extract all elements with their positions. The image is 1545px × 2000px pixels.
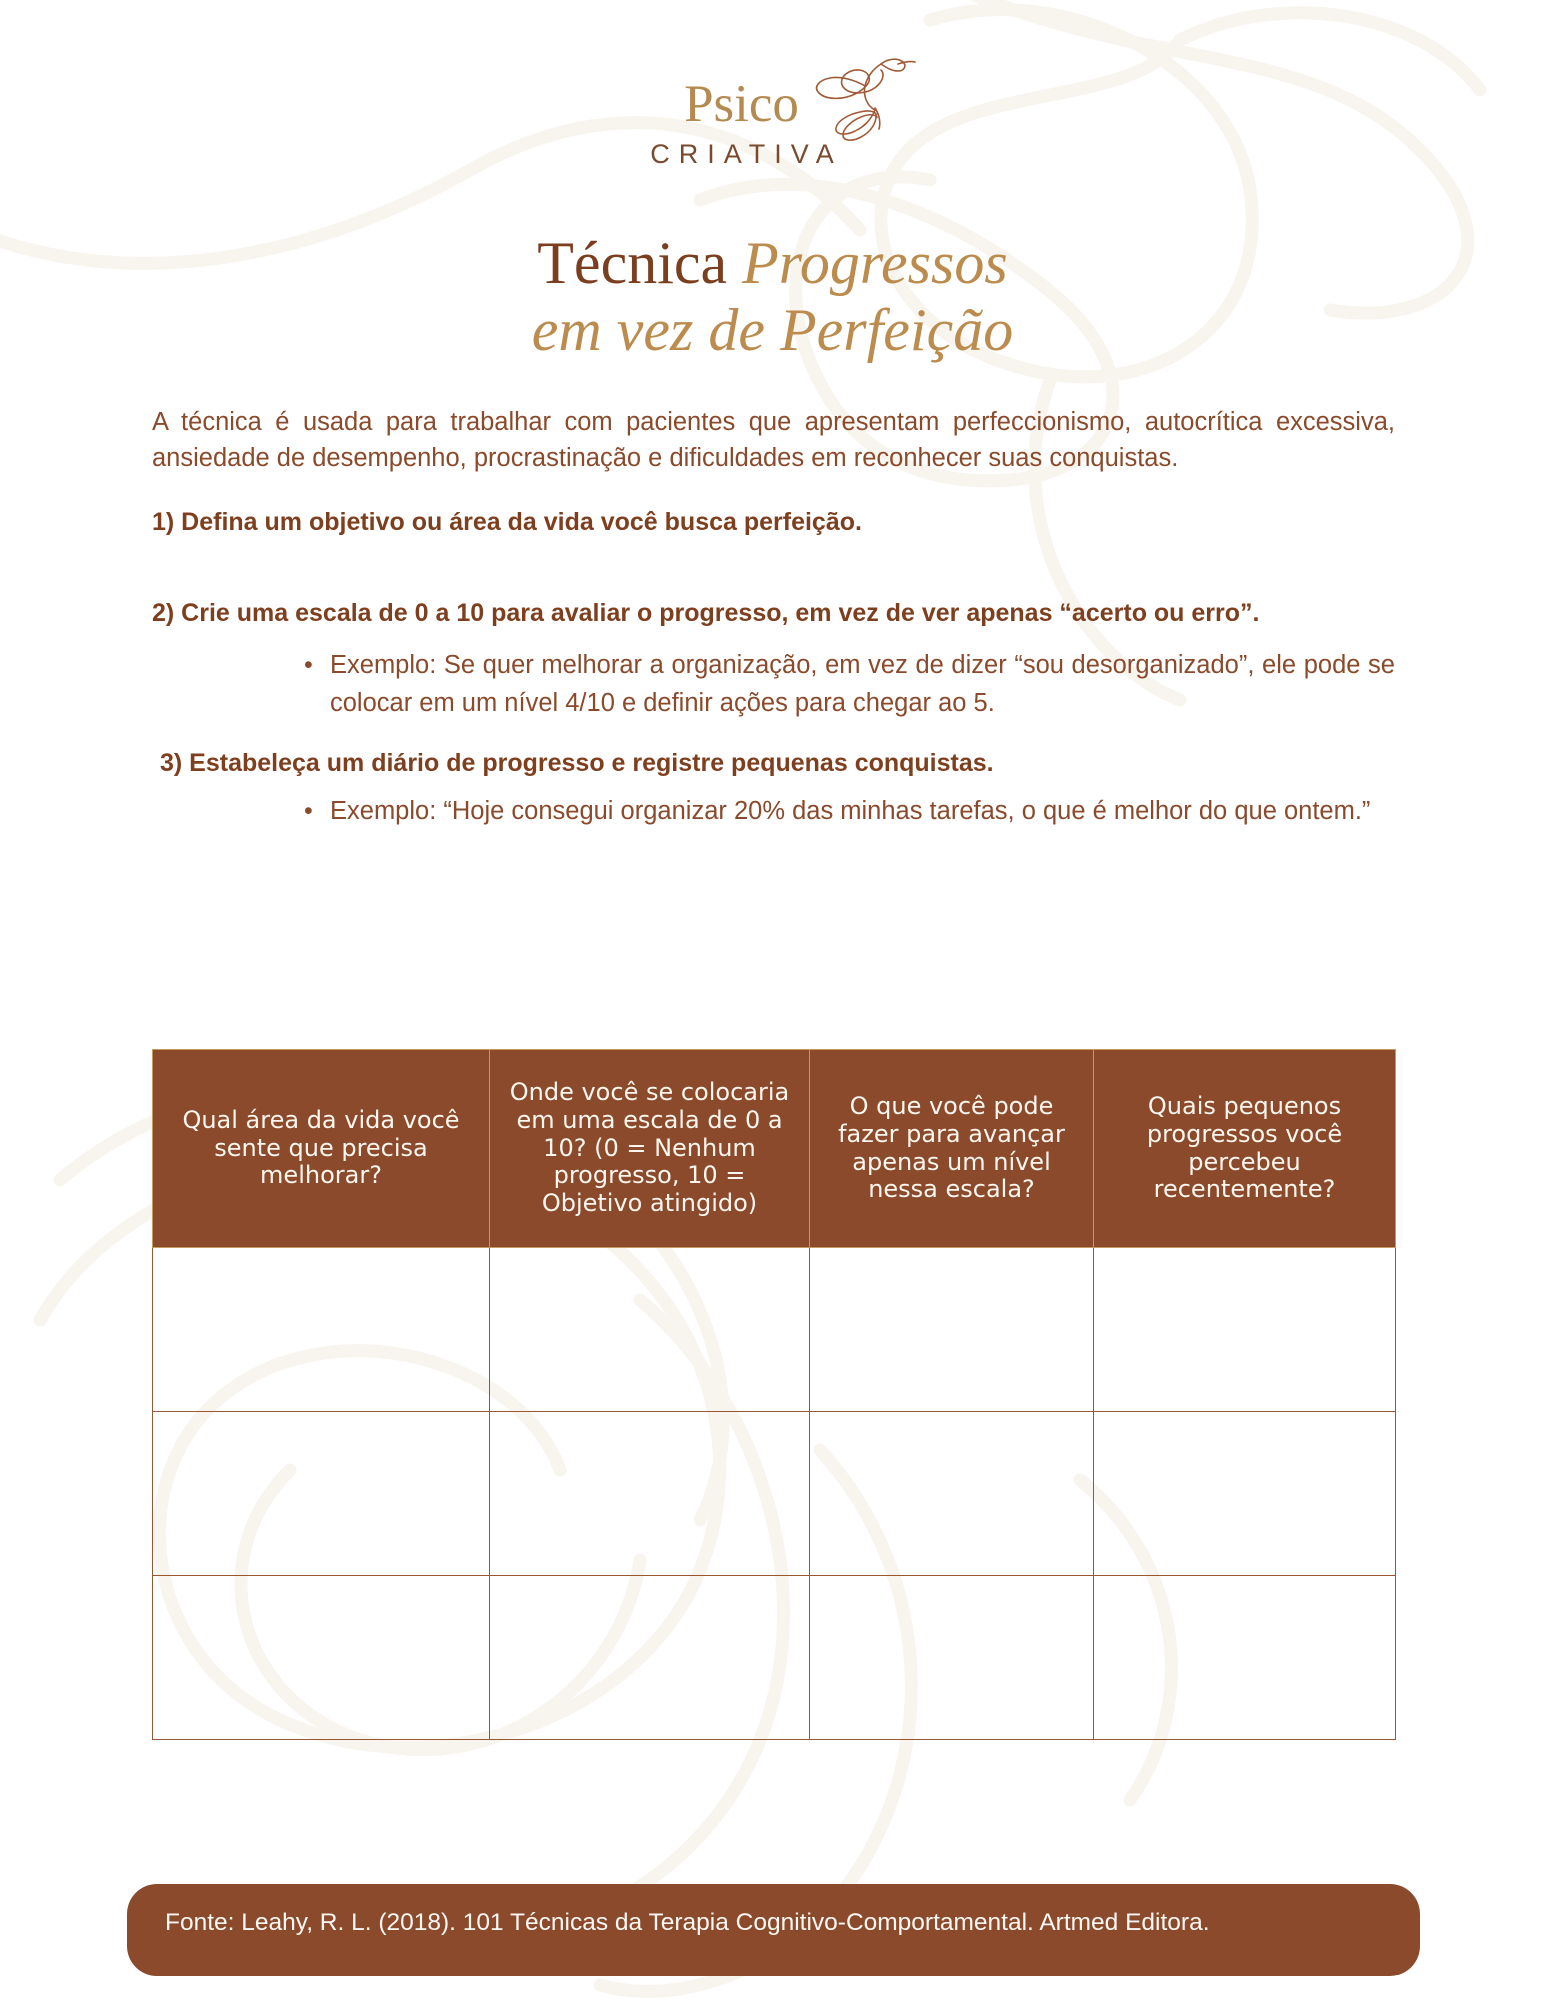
worksheet-table — [152, 1049, 1396, 1740]
brand-logo — [0, 75, 1545, 169]
table-header-progress: Quais pequenos progressos você percebeu recentemente? — [1094, 1050, 1396, 1248]
table-cell[interactable] — [490, 1576, 810, 1740]
table-cell[interactable] — [1094, 1248, 1396, 1412]
brand-subtitle: CRIATIVA — [650, 139, 843, 169]
step-1-heading: 1) Defina um objetivo ou área da vida você busca perfeição. — [152, 508, 862, 537]
step-3-heading: 3) Estabeleça um diário de progresso e registre pequenas conquistas. — [160, 748, 994, 777]
table-row — [153, 1576, 1396, 1740]
table-cell[interactable] — [490, 1412, 810, 1576]
table-cell[interactable] — [153, 1248, 490, 1412]
table-cell[interactable] — [1094, 1412, 1396, 1576]
title-line-2: em vez de Perfeição — [531, 297, 1014, 364]
step-2-bullet-text: Exemplo: Se quer melhorar a organização, em vez de dizer “sou desorganizado”, ele pode se colocar em um nível 4/10 e definir ações para chegar ao 5. — [330, 651, 1395, 718]
step-3-bullet-text: Exemplo: “Hoje consegui organizar 20% das minhas tarefas, o que é melhor do que ontem.” — [330, 797, 1371, 826]
table-header-area: Qual área da vida você sente que precisa melhorar? — [153, 1050, 490, 1248]
worksheet-content — [152, 404, 1395, 831]
step-3-bullet-list — [304, 793, 1395, 831]
bullet-point-icon: • — [304, 651, 313, 680]
table-cell[interactable] — [810, 1576, 1094, 1740]
intro-paragraph: A técnica é usada para trabalhar com pacientes que apresentam perfeccionismo, autocrítica excessiva, ansiedade de desempenho, procrastinação e dificuldades em reconhecer suas conquistas. — [152, 408, 1395, 473]
step-2-heading: 2) Crie uma escala de 0 a 10 para avaliar o progresso, em vez de ver apenas “acerto ou erro”. — [152, 598, 1260, 627]
list-item — [304, 793, 1395, 831]
table-cell[interactable] — [810, 1248, 1094, 1412]
list-item — [304, 647, 1395, 722]
table-body — [153, 1248, 1396, 1740]
brand-name: Psico — [684, 75, 799, 133]
source-footer: Fonte: Leahy, R. L. (2018). 101 Técnicas da Terapia Cognitivo-Comportamental. Artmed Editora. — [127, 1884, 1420, 1976]
step-2-bullet-list — [304, 647, 1395, 722]
page-title — [0, 230, 1545, 364]
table-header-action: O que você pode fazer para avançar apenas um nível nessa escala? — [810, 1050, 1094, 1248]
table-cell[interactable] — [153, 1576, 490, 1740]
title-word-progressos: Progressos — [742, 230, 1008, 296]
table-cell[interactable] — [810, 1412, 1094, 1576]
table-row — [153, 1412, 1396, 1576]
table-cell[interactable] — [1094, 1576, 1396, 1740]
hummingbird-icon — [797, 50, 917, 145]
table-header-scale: Onde você se colocaria em uma escala de 0 a 10? (0 = Nenhum progresso, 10 = Objetivo atingido) — [490, 1050, 810, 1248]
table-row — [153, 1248, 1396, 1412]
title-word-tecnica: Técnica — [537, 230, 728, 296]
table-header-row — [153, 1050, 1396, 1248]
title-line-1 — [0, 230, 1545, 297]
content-spacer — [152, 723, 1395, 747]
table-cell[interactable] — [490, 1248, 810, 1412]
bullet-point-icon: • — [304, 797, 313, 826]
table-cell[interactable] — [153, 1412, 490, 1576]
